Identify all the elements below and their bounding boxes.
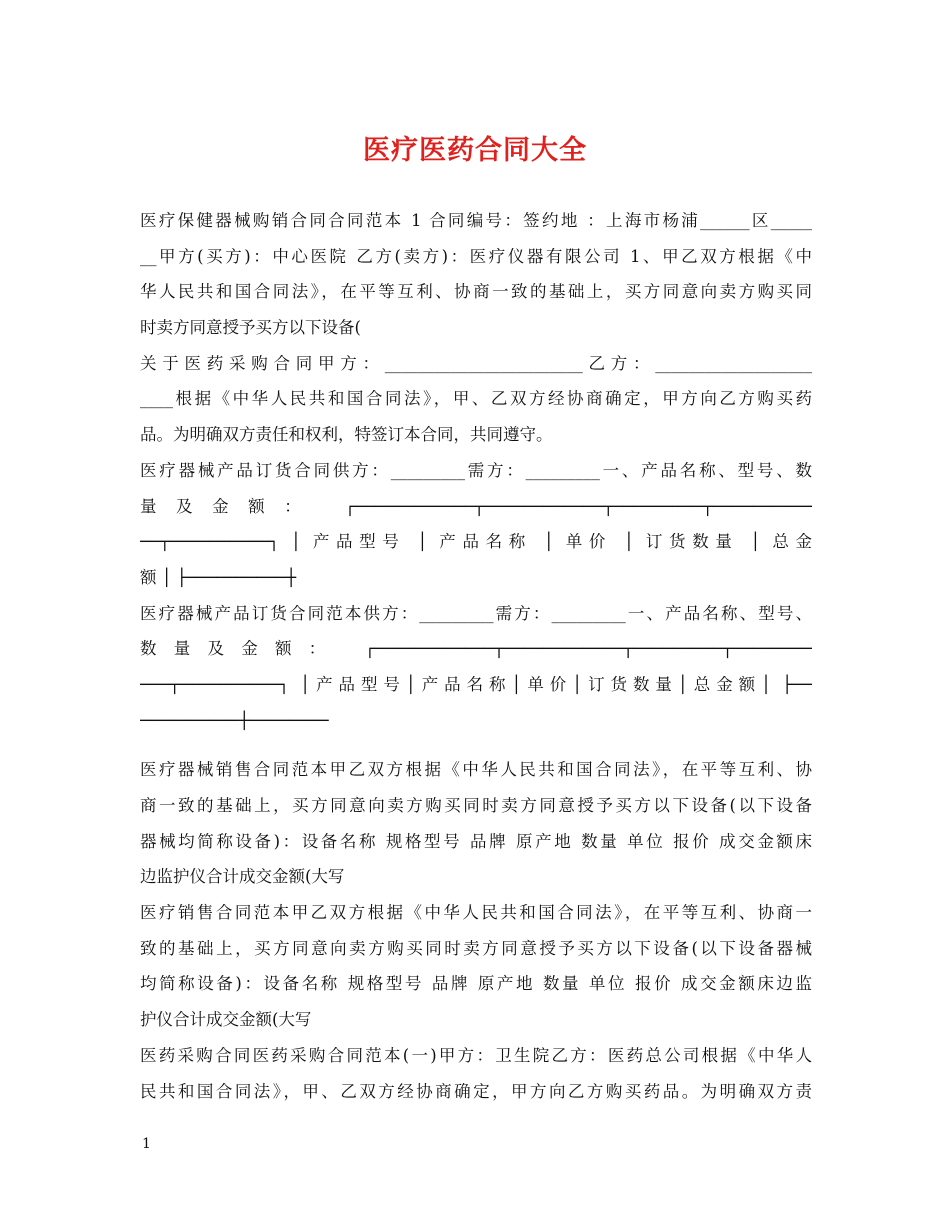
text-line: 边监护仪合计成交金额(大写 <box>140 867 345 887</box>
text-line: 医疗保健器械购销合同合同范本 1 合同编号：签约地 ：上海市杨浦______区_____ <box>140 211 812 230</box>
text-line: 民共和国合同法》，甲、乙双方经协商确定，甲方向乙方购买药品。为明确双方责 <box>140 1081 812 1101</box>
document-title: 医疗医药合同大全 <box>363 135 587 166</box>
text-line: 商一致的基础上，买方同意向卖方购买同时卖方同意授予买方以下设备(以下设备 <box>140 796 812 815</box>
text-line: 器械均简称设备)：设备名称 规格型号 品牌 原产地 数量 单位 报价 成交金额床 <box>140 831 812 851</box>
text-line: 品。为明确双方责任和权利，特签订本合同，共同遵守。 <box>140 425 553 445</box>
text-line: __甲方(买方)：中心医院 乙方(卖方)：医疗仪器有限公司 1、甲乙双方根据《中 <box>140 246 812 266</box>
text-line: ──┬──────────┐ │ 产品型号 │ 产品名称 │ 单价 │ 订货数量 │ 总金 <box>140 532 812 552</box>
text-line: 额 │ ├──────────┼ <box>140 567 297 587</box>
text-line: 量及金额： ┌────────────┬────────────┬─────────┬────────── <box>140 496 812 516</box>
text-line: 医疗器械产品订货合同范本供方：_________需方：_________一、产品名称、型号、 <box>140 603 812 623</box>
text-line: 均简称设备)：设备名称 规格型号 品牌 原产地 数量 单位 报价 成交金额床边监 <box>140 974 812 994</box>
text-line: 医疗器械销售合同范本甲乙双方根据《中华人民共和国合同法》，在平等互利、协 <box>140 760 812 780</box>
text-line: 致的基础上，买方同意向卖方购买同时卖方同意授予买方以下设备(以下设备器械 <box>140 938 812 958</box>
document-body <box>140 203 812 1109</box>
text-line: 关于医药采购合同甲方：________________________乙方：___________________ <box>140 353 812 373</box>
text-line: 医疗销售合同范本甲乙双方根据《中华人民共和国合同法》，在平等互利、协商一 <box>140 903 812 923</box>
text-line: ____根据《中华人民共和国合同法》，甲、乙双方经协商确定，甲方向乙方购买药 <box>140 389 812 409</box>
text-line: 华人民共和国合同法》，在平等互利、协商一致的基础上，买方同意向卖方购买同 <box>140 282 812 302</box>
text-line: 护仪合计成交金额(大写 <box>140 1010 312 1030</box>
text-line: 医药采购合同医药采购合同范本(一)甲方：卫生院乙方：医药总公司根据《中华人 <box>140 1045 812 1065</box>
text-line: ──────────┼──────── <box>140 710 329 730</box>
text-line: 医疗器械产品订货合同供方：_________需方：_________一、产品名称、型号、数 <box>140 460 812 480</box>
text-line: 数量及金额： ┌────────────┬────────────┬─────────┬──────── <box>140 639 812 659</box>
text-line: 时卖方同意授予买方以下设备( <box>140 318 361 338</box>
paragraph-gap <box>140 738 812 752</box>
page-number: 1 <box>142 1136 151 1152</box>
text-line: ───┬──────────┐ │产品型号│产品名称│单价│订货数量│总金额│ ├── <box>140 674 812 694</box>
